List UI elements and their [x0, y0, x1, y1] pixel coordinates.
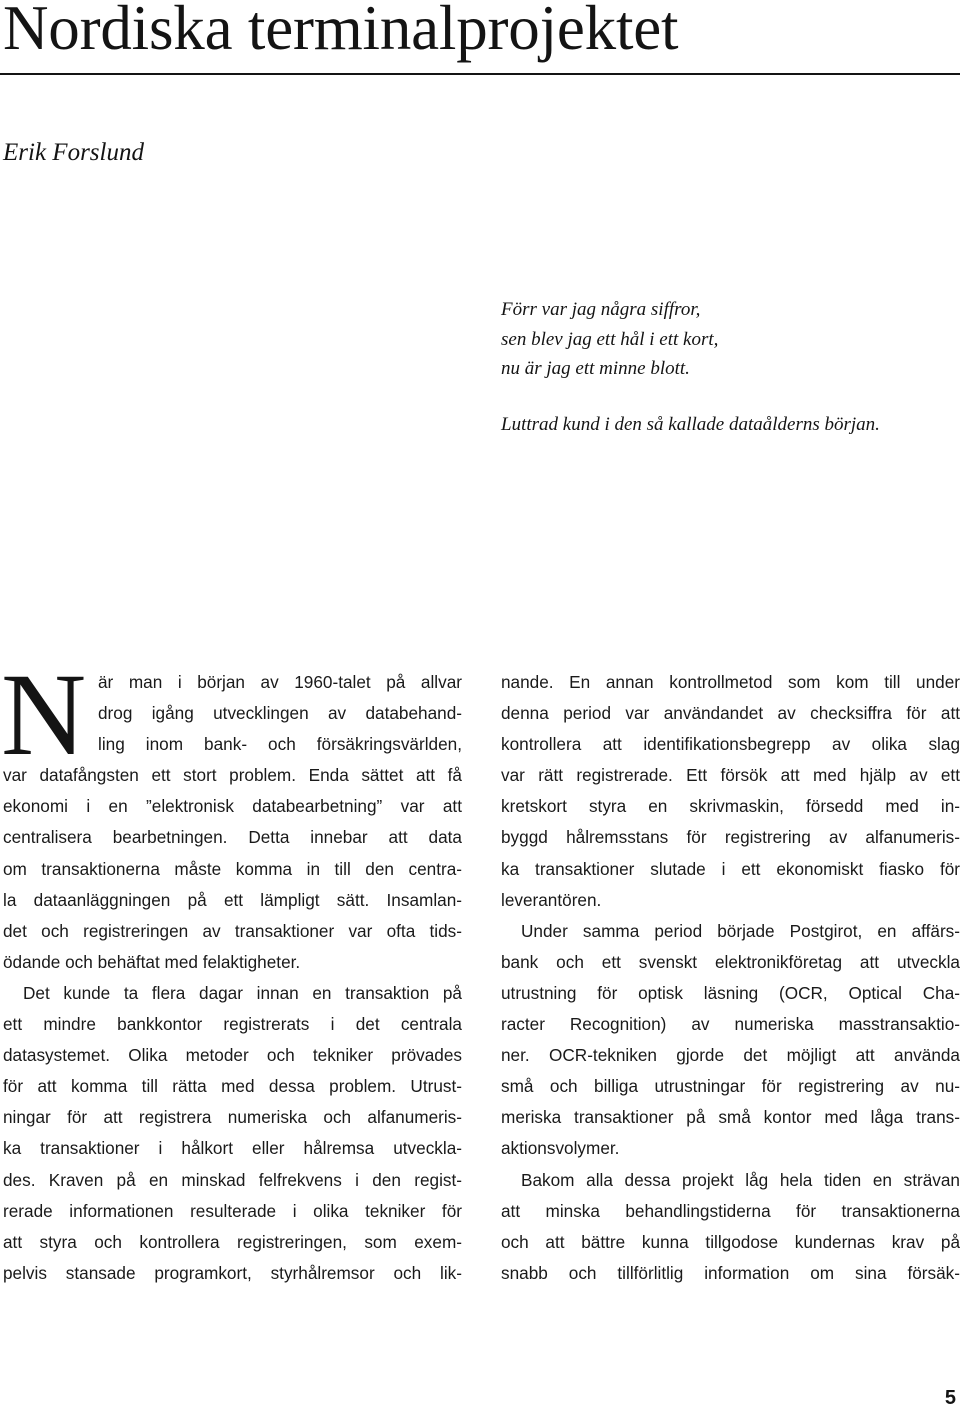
text-line: ningar för att registrera numeriska och alfanumeris-	[3, 1107, 462, 1128]
text-line: var rätt registrerade. Ett försök att med hjälp av ett	[501, 765, 960, 786]
body-column-left	[1, 649, 462, 1289]
text-line: centralisera bearbetningen. Detta innebar att data	[3, 827, 462, 848]
text-line: kretskort styra en skrivmaskin, försedd med in-	[501, 796, 960, 817]
text-line: utrustning för optisk läsning (OCR, Optical Cha-	[501, 982, 960, 1003]
text-line: rerade informationen resulterade i olika tekniker för	[3, 1200, 462, 1221]
article-title: Nordiska terminalprojektet	[3, 0, 679, 63]
text-line: ödande och behäftat med felaktigheter.	[3, 951, 301, 972]
text-line: om transaktionerna måste komma in till den centra-	[3, 858, 462, 879]
text-line: drog igång utvecklingen av databehand-	[98, 703, 462, 724]
text-line: nande. En annan kontrollmetod som kom till under	[501, 672, 960, 692]
text-line: la dataanläggningen på ett lämpligt sätt. Insamlan-	[3, 889, 462, 910]
text-line: för att komma till rätta med dessa problem. Utrust-	[3, 1076, 462, 1097]
text-line: små och billiga utrustningar för registrering av nu-	[501, 1076, 960, 1097]
text-line: racter Recognition) av numeriska masstransaktio-	[501, 1014, 960, 1035]
text-line: och att bättre kunna tillgodose kundernas krav på	[501, 1231, 960, 1252]
drop-cap: N	[1, 649, 87, 780]
text-line: var datafångsten ett stort problem. Enda sättet att få	[3, 765, 462, 786]
text-line: ka transaktioner i hålkort eller hålremsa utveckla-	[3, 1138, 462, 1159]
text-line: pelvis stansade programkort, styrhålremsor och lik-	[3, 1262, 462, 1283]
text-line: att styra och kontrollera registreringen, som exem-	[3, 1231, 462, 1252]
text-line: det och registreringen av transaktioner var ofta tids-	[3, 920, 462, 941]
text-line: Det kunde ta flera dagar innan en transaktion på	[23, 982, 462, 1003]
epigraph-attribution: Luttrad kund i den så kallade dataålderns början.	[501, 413, 880, 435]
text-line: kontrollera att identifikationsbegrepp av olika slag	[501, 734, 960, 755]
text-line: bank och ett svenskt elektronikföretag att utveckla	[501, 951, 960, 972]
text-line: denna period var användandet av checksiffra för att	[501, 703, 960, 724]
text-line: byggd hålremsstans för registrering av alfanumeris-	[501, 827, 960, 848]
epigraph-line: nu är jag ett minne blott.	[501, 358, 690, 379]
text-line: snabb och tillförlitlig information om sina försäk-	[501, 1262, 960, 1283]
body-column-right	[501, 667, 960, 1289]
text-line: datasystemet. Olika metoder och tekniker prövades	[3, 1045, 462, 1066]
text-line: ka transaktioner slutade i ett ekonomiskt fiasko för	[501, 858, 960, 879]
page-number: 5	[944, 1387, 956, 1409]
text-line: att minska behandlingstiderna för transaktionerna	[501, 1200, 960, 1221]
epigraph-line: Förr var jag några siffror,	[501, 299, 701, 320]
author-name: Erik Forslund	[3, 139, 144, 166]
text-line: des. Kraven på en minskad felfrekvens i den regist-	[3, 1169, 462, 1190]
text-line: leverantören.	[501, 889, 602, 910]
epigraph-line: sen blev jag ett hål i ett kort,	[501, 328, 719, 350]
text-line: Bakom alla dessa projekt låg hela tiden en strävan	[521, 1169, 960, 1190]
text-line: meriska transaktioner på små kontor med låga trans-	[501, 1107, 960, 1128]
text-line: Under samma period började Postgirot, en affärs-	[521, 920, 960, 941]
text-line: ling inom bank- och försäkringsvärlden,	[98, 734, 462, 755]
text-line: aktionsvolymer.	[501, 1138, 620, 1159]
text-line: ekonomi i en ”elektronisk databearbetning” var att	[3, 796, 462, 817]
text-line: ner. OCR-tekniken gjorde det möjligt att använda	[501, 1045, 960, 1066]
text-line: ett mindre bankkontor registrerats i det centrala	[3, 1014, 462, 1035]
text-line: är man i början av 1960-talet på allvar	[98, 672, 462, 692]
epigraph	[501, 295, 951, 439]
title-rule	[0, 73, 960, 75]
